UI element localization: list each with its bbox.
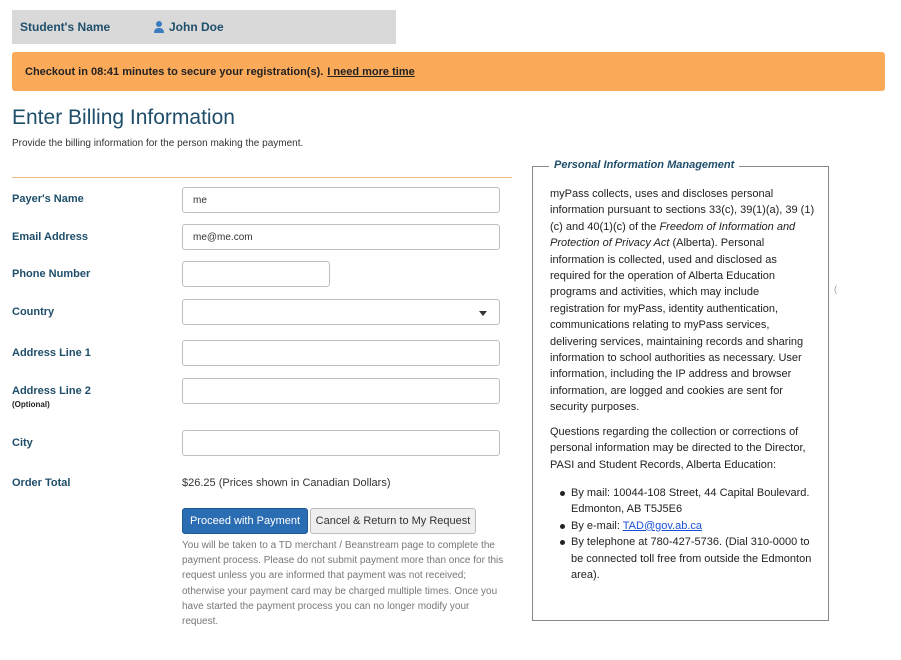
chevron-down-icon [479,311,487,316]
timer-message: Checkout in 08:41 minutes to secure your registration(s). [25,65,324,78]
address-line-2-input[interactable] [182,378,500,404]
pim-p1-start: myPass collects, uses and discloses personal information pursuant to sections 33(c), 39(1)(a), 39 (1)(c) and 40(1)(c) of the [550,188,815,233]
order-total-label: Order Total [12,477,71,489]
side-mark: ( [834,284,837,294]
pim-contact-phone: By telephone at 780-427-5736. (Dial 310-0000 to be connected toll free from outside the Edmonton area). [559,534,816,583]
pim-paragraph-1 [550,186,816,416]
pim-contact-list [550,485,816,583]
city-label: City [12,437,33,449]
form-divider [12,177,512,178]
payer-name-input[interactable] [182,187,500,213]
payer-name-label: Payer's Name [12,193,84,205]
order-total-value: $26.25 (Prices shown in Canadian Dollars) [182,477,391,489]
student-name-text: John Doe [169,20,224,34]
student-name-label: Student's Name [20,20,111,34]
person-icon [154,21,164,33]
pim-email-link[interactable]: TAD@gov.ab.ca [622,519,702,532]
pim-contact-email [559,518,816,534]
cancel-return-button[interactable]: Cancel & Return to My Request [310,508,476,534]
personal-information-panel [532,159,829,621]
pim-body [550,186,816,583]
email-input[interactable] [182,224,500,250]
student-name-value [154,20,224,34]
page-title: Enter Billing Information [12,106,235,129]
pim-paragraph-2: Questions regarding the collection or corrections of personal information may be directed to the Director, PASI and Student Records, Alberta Education: [550,425,806,471]
email-label: Email Address [12,231,89,243]
proceed-with-payment-button[interactable]: Proceed with Payment [182,508,308,534]
address-line-2-label-text: Address Line 2 [12,385,91,397]
pim-act-name: Freedom of Information and Protection of Privacy Act [550,220,796,250]
payment-note: You will be taken to a TD merchant / Beanstream page to complete the payment process. Please do not submit payment more than once for this request unless you are informed that payment was not received; otherwise your payment card may be charged multiple times. Once you have started the payment process you can no longer modify your request. [182,540,504,628]
checkout-timer-banner [12,52,885,91]
pim-email-prefix: By e-mail: [571,519,623,532]
address-line-1-label: Address Line 1 [12,347,91,359]
student-name-bar [12,10,396,44]
optional-hint: (Optional) [12,400,50,409]
phone-input[interactable] [182,261,330,287]
address-line-2-label [12,385,91,409]
phone-label: Phone Number [12,268,91,280]
page-subtitle: Provide the billing information for the person making the payment. [12,138,304,149]
country-select[interactable] [182,299,500,325]
country-label: Country [12,306,55,318]
pim-contact-mail: By mail: 10044-108 Street, 44 Capital Boulevard. Edmonton, AB T5J5E6 [559,485,816,518]
pim-legend: Personal Information Management [549,159,739,171]
pim-p1-end: (Alberta). Personal information is collected, used and disclosed as required for the operation of Alberta Education programs and activities, which may include registration for myPass, identity authentication, communications relating to myPass services, delivering services, maintaining records and sharing information to school authorities as necessary. User information, including the IP address and browser information, are logged and cookies are sent for security purposes. [550,237,804,414]
need-more-time-link[interactable]: I need more time [327,65,415,78]
address-line-1-input[interactable] [182,340,500,366]
city-input[interactable] [182,430,500,456]
